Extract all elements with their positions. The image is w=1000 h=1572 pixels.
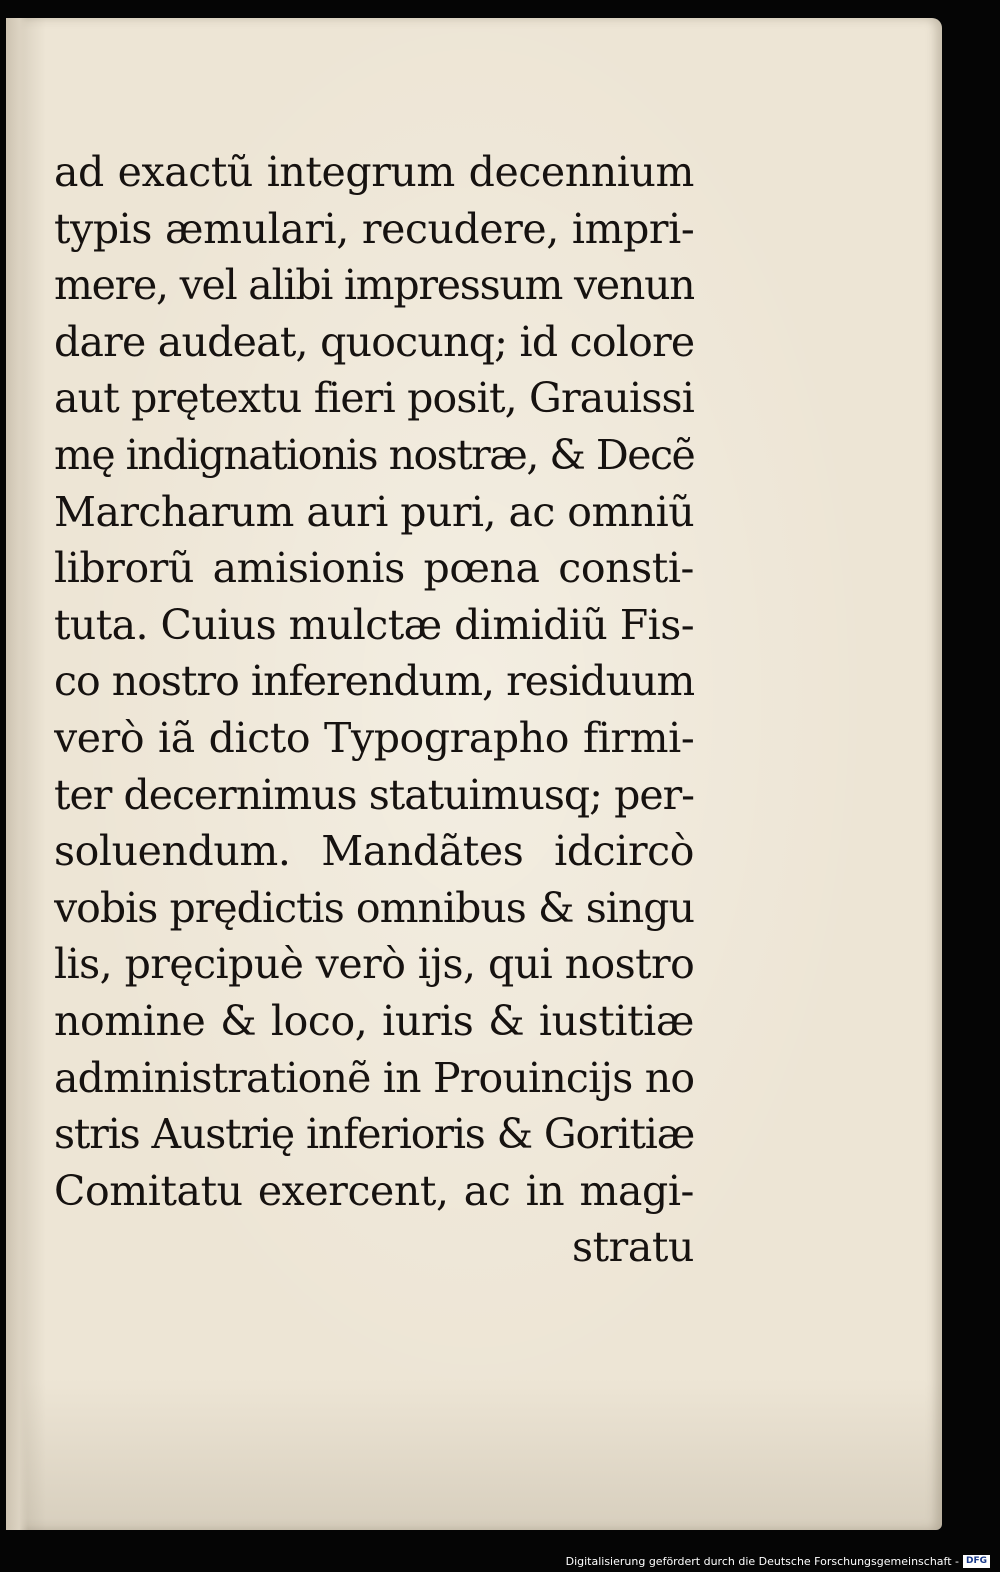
catchword: stratu bbox=[571, 1223, 694, 1272]
body-text bbox=[54, 144, 694, 1276]
page-gutter bbox=[6, 18, 28, 1530]
dfg-logo: DFG bbox=[963, 1555, 990, 1568]
text-line: stris Austrię inferioris & Goritiæ bbox=[54, 1110, 694, 1159]
text-line: ad exactũ integrum decennium bbox=[54, 148, 694, 196]
text-line: co nostro inferendum, residuum bbox=[54, 657, 694, 706]
text-line: verò iã dicto Typographo firmi- bbox=[54, 713, 694, 762]
book-page bbox=[6, 18, 942, 1530]
text-line: lis, pręcipuè verò ijs, qui nostro bbox=[54, 940, 694, 989]
text-line: dare audeat, quocunq; id colore bbox=[54, 317, 694, 366]
text-line: administrationẽ in Prouincijs no bbox=[54, 1053, 694, 1102]
text-line: nomine & loco, iuris & iustitiæ bbox=[54, 996, 694, 1045]
text-line: tuta. Cuius mulctæ dimidiũ Fis- bbox=[54, 600, 694, 649]
text-line: mę indignationis nostræ, & Decẽ bbox=[54, 430, 694, 479]
text-line: librorũ amisionis pœna consti- bbox=[54, 544, 694, 593]
digitization-credit bbox=[566, 1555, 990, 1568]
text-line: aut prętextu fieri posit, Grauissi bbox=[54, 374, 694, 423]
text-line: soluendum. Mandãtes idcircò bbox=[54, 827, 694, 876]
text-line: vobis prędictis omnibus & singu bbox=[54, 883, 694, 932]
text-line: mere, vel alibi impressum venun bbox=[54, 261, 694, 310]
text-line: typis æmulari, recudere, impri- bbox=[54, 204, 694, 253]
text-line: ter decernimus statuimusq; per- bbox=[54, 770, 694, 819]
credit-text: Digitalisierung gefördert durch die Deutsche Forschungsgemeinschaft - bbox=[565, 1555, 959, 1568]
text-line: Comitatu exercent, ac in magi- bbox=[54, 1166, 694, 1215]
text-line: Marcharum auri puri, ac omniũ bbox=[54, 487, 694, 536]
